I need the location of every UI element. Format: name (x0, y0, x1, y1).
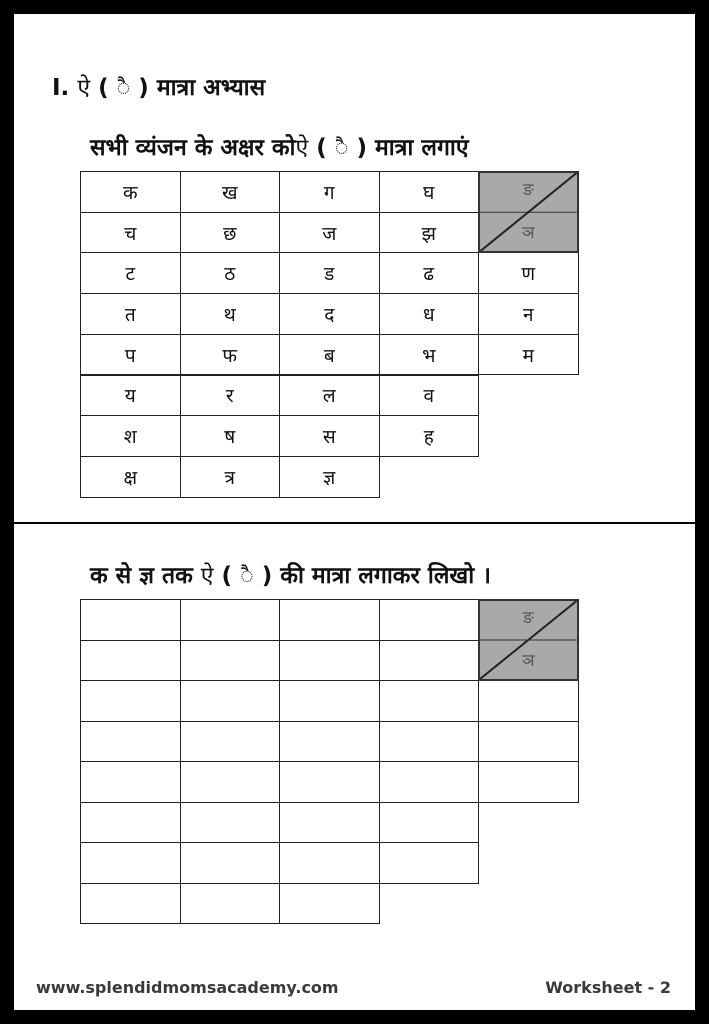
consonant-grid-cell: य (80, 375, 181, 417)
instruction-2-paren-close: ) (261, 563, 273, 589)
instruction-2 (90, 558, 491, 590)
title-paren-close: ) (138, 75, 149, 101)
practice-grid-cell[interactable] (279, 883, 380, 925)
worksheet-number: Worksheet - 2 (545, 978, 671, 997)
practice-grid-cell[interactable] (80, 640, 181, 682)
practice-grid-cell[interactable] (379, 721, 480, 763)
practice-grid-cell[interactable] (180, 883, 281, 925)
practice-grid-shaded-bottom-letter: ञ (521, 650, 535, 671)
practice-grid-cell[interactable] (80, 761, 181, 803)
consonant-grid-cell: च (80, 212, 181, 254)
practice-grid-cell[interactable] (80, 883, 181, 925)
practice-grid-cell[interactable] (80, 802, 181, 844)
consonant-grid-cell: प (80, 334, 181, 376)
consonant-grid-cell: ग (279, 171, 380, 213)
consonant-grid-cell: छ (180, 212, 281, 254)
title-paren-open: ( (98, 75, 109, 101)
instruction-1-text: सभी व्यंजन के अक्षर को (90, 135, 296, 161)
consonant-grid-cell: क्ष (80, 456, 181, 498)
practice-grid-cell[interactable] (180, 599, 281, 641)
consonant-grid-cell: त (80, 293, 181, 335)
section-divider (14, 522, 695, 524)
title-text: मात्रा अभ्यास (156, 75, 266, 101)
consonant-grid-cell: र (180, 375, 281, 417)
practice-grid-cell[interactable] (379, 842, 480, 884)
practice-grid-cell[interactable] (379, 640, 480, 682)
consonant-grid-cell: ब (279, 334, 380, 376)
section-title (52, 70, 265, 102)
consonant-grid-cell: ड (279, 252, 380, 294)
title-letter: ऐ (77, 75, 91, 101)
consonant-grid-cell: ज (279, 212, 380, 254)
consonant-grid-cell: क (80, 171, 181, 213)
instruction-2-paren-open: ( (221, 563, 233, 589)
consonant-grid-cell: स (279, 415, 380, 457)
consonant-grid-cell: ह (379, 415, 480, 457)
consonant-grid-cell: ठ (180, 252, 281, 294)
instruction-1-paren-open: ( (316, 135, 327, 161)
consonant-grid-cell: श (80, 415, 181, 457)
instruction-2-matra: ै (240, 563, 254, 589)
practice-grid-cell[interactable] (279, 802, 380, 844)
consonant-grid-cell: फ (180, 334, 281, 376)
practice-grid-cell[interactable] (180, 761, 281, 803)
practice-grid-cell[interactable] (279, 599, 380, 641)
practice-grid-cell[interactable] (379, 599, 480, 641)
practice-grid-cell[interactable] (279, 721, 380, 763)
consonant-grid-cell: ल (279, 375, 380, 417)
practice-grid-cell[interactable] (80, 599, 181, 641)
website-url: www.splendidmomsacademy.com (36, 978, 339, 997)
practice-grid-cell[interactable] (478, 721, 579, 763)
instruction-1-matra: ै (334, 135, 349, 161)
title-matra: ै (116, 75, 131, 101)
instruction-1-letter: ऐ (295, 135, 309, 161)
consonant-grid-cell: न (478, 293, 579, 335)
consonant-grid-cell: द (279, 293, 380, 335)
practice-grid-cell[interactable] (279, 640, 380, 682)
consonant-grid-cell: ण (478, 252, 579, 294)
instruction-1-suffix: मात्रा लगाएं (375, 135, 469, 161)
practice-grid-cell[interactable] (180, 640, 281, 682)
consonant-grid-cell: ख (180, 171, 281, 213)
consonant-grid-cell: भ (379, 334, 480, 376)
instruction-2-suffix: की मात्रा लगाकर लिखो । (280, 563, 491, 589)
practice-grid-cell[interactable] (478, 680, 579, 722)
consonant-grid-cell: झ (379, 212, 480, 254)
instruction-2-text: क से ज्ञ तक (90, 563, 193, 589)
consonant-grid-cell: व (379, 375, 480, 417)
practice-grid-cell[interactable] (80, 721, 181, 763)
instruction-1-paren-close: ) (356, 135, 367, 161)
consonant-grid-cell: ट (80, 252, 181, 294)
consonant-grid-shaded-bottom-letter: ञ (521, 222, 535, 243)
practice-grid-cell[interactable] (379, 680, 480, 722)
instruction-1 (90, 130, 469, 162)
practice-grid-cell[interactable] (279, 842, 380, 884)
consonant-grid-cell: त्र (180, 456, 281, 498)
consonant-grid-shaded-box (478, 171, 579, 253)
practice-grid-cell[interactable] (180, 802, 281, 844)
worksheet-page (14, 14, 695, 1010)
consonant-grid-cell: ज्ञ (279, 456, 380, 498)
consonant-grid-shaded-top-letter: ङ (522, 180, 534, 200)
practice-grid-cell[interactable] (80, 680, 181, 722)
practice-grid-cell[interactable] (379, 802, 480, 844)
consonant-grid-cell: ध (379, 293, 480, 335)
section-number: I. (52, 75, 70, 101)
consonant-grid-cell: घ (379, 171, 480, 213)
practice-grid-shaded-top-letter: ङ (522, 608, 534, 628)
consonant-grid-cell: थ (180, 293, 281, 335)
practice-grid-cell[interactable] (80, 842, 181, 884)
practice-grid-cell[interactable] (180, 680, 281, 722)
consonant-grid-cell: म (478, 334, 579, 376)
consonant-grid-cell: ढ (379, 252, 480, 294)
instruction-2-letter: ऐ (200, 563, 214, 589)
practice-grid-cell[interactable] (279, 680, 380, 722)
practice-grid-cell[interactable] (180, 842, 281, 884)
practice-grid-cell[interactable] (478, 761, 579, 803)
practice-grid-cell[interactable] (279, 761, 380, 803)
practice-grid-cell[interactable] (180, 721, 281, 763)
practice-grid-shaded-box (478, 599, 579, 681)
consonant-grid-cell: ष (180, 415, 281, 457)
practice-grid-cell[interactable] (379, 761, 480, 803)
